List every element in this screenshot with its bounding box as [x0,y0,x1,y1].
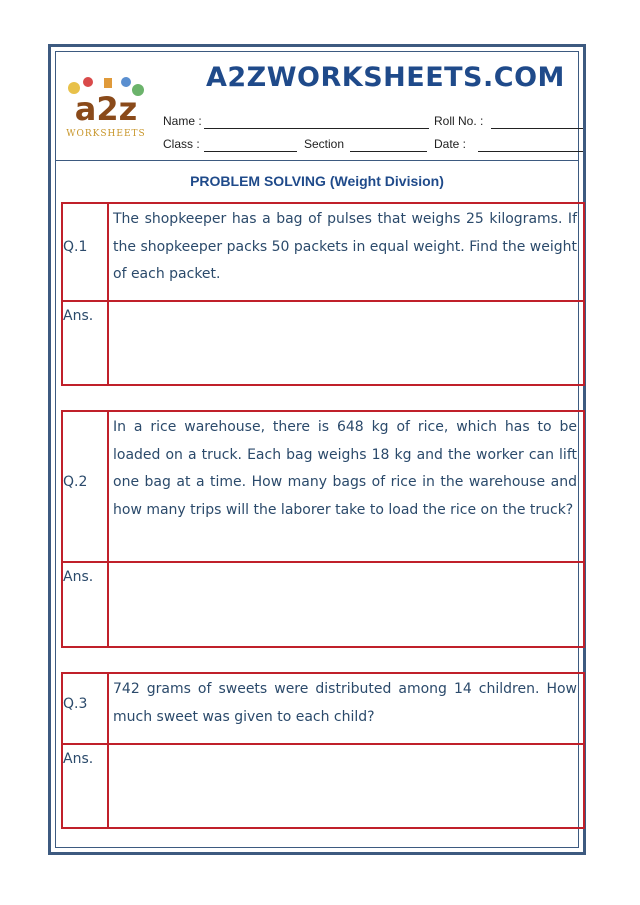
worksheet-inner [55,51,579,848]
logo-graphic-icon [64,74,148,140]
question-box-1 [61,202,585,386]
worksheet-frame [48,44,586,855]
answer-area[interactable] [109,745,583,827]
question-box-2 [61,410,585,648]
date-label: Date : [434,137,467,151]
answer-label: Ans. [63,308,94,324]
answer-area[interactable] [109,563,583,645]
site-title: A2ZWORKSHEETS.COM [206,62,565,93]
name-field-line[interactable] [204,128,429,129]
question-number: Q.1 [63,239,88,255]
section-label: Section [304,137,345,151]
roll-label: Roll No. : [434,114,484,128]
question-number: Q.3 [63,696,88,712]
answer-area[interactable] [109,302,583,384]
class-field-line[interactable] [204,151,297,152]
question-number: Q.2 [63,474,88,490]
svg-text:a2z: a2z [74,90,138,128]
name-label: Name : [163,114,202,128]
svg-text:WORKSHEETS: WORKSHEETS [66,129,146,139]
question-text: In a rice warehouse, there is 648 kg of rice, which has to be loaded on a truck. Each bag weighs 18 kg and the worker can lift one bag at a time. How many bags of rice in the warehouse and how many trips will the laborer take to load the rice on the truck? [113,419,577,518]
question-text: 742 grams of sweets were distributed among 14 children. How much sweet was given to each child? [113,681,577,725]
section-field-line[interactable] [350,151,427,152]
question-box-3 [61,672,585,829]
worksheet-header [56,52,578,161]
roll-field-line[interactable] [491,128,583,129]
class-label: Class : [163,137,200,151]
a2z-logo [64,74,148,140]
answer-label: Ans. [63,569,94,585]
question-text: The shopkeeper has a bag of pulses that weighs 25 kilograms. If the shopkeeper packs 50 packets in equal weight. Find the weight of each packet. [113,211,577,282]
date-field-line[interactable] [478,151,583,152]
worksheet-title: PROBLEM SOLVING (Weight Division) [190,173,444,189]
answer-label: Ans. [63,751,94,767]
